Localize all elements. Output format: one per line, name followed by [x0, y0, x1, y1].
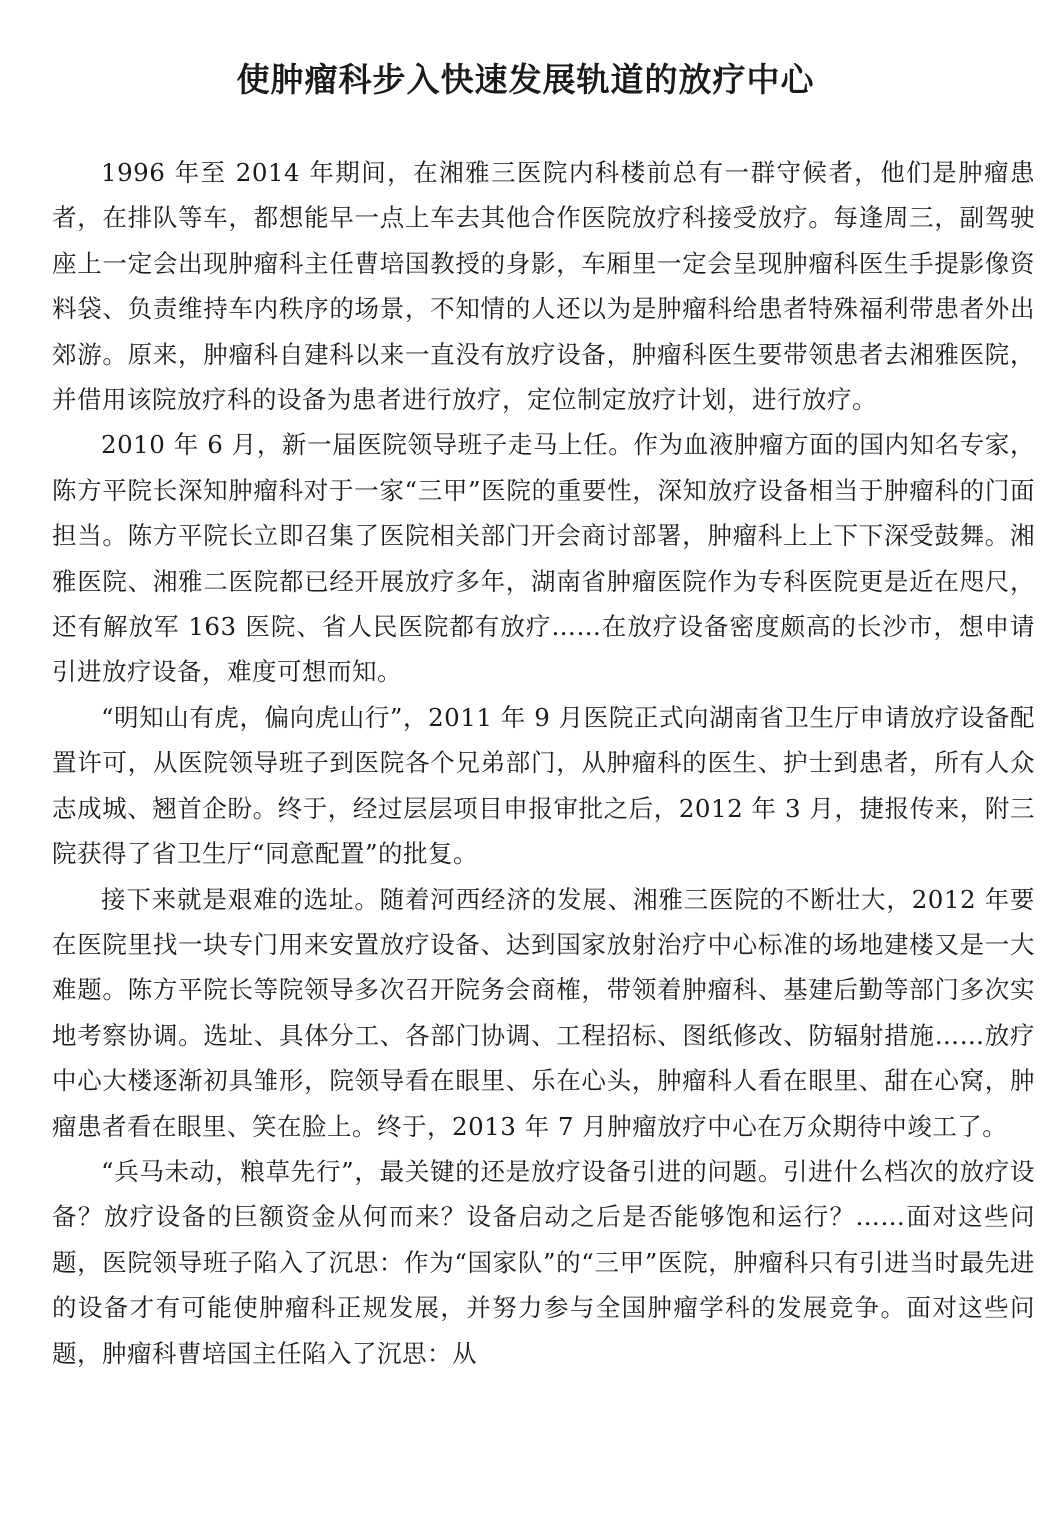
paragraph-5: “兵马未动，粮草先行”，最关键的还是放疗设备引进的问题。引进什么档次的放疗设备？放疗设备的巨额资金从何而来？设备启动之后是否能够饱和运行？……面对这些问题，医院领导班子陷入了沉思：作为“国家队”的“三甲”医院，肿瘤科只有引进当时最先进的设备才有可能使肿瘤科正规发展，并努力参与全国肿瘤学科的发展竞争。面对这些问题，肿瘤科曹培国主任陷入了沉思：从: [52, 1156, 1035, 1368]
page-title: 使肿瘤科步入快速发展轨道的放疗中心: [236, 60, 815, 99]
paragraph-2: 2010 年 6 月，新一届医院领导班子走马上任。作为血液肿瘤方面的国内知名专家，陈方平院长深知肿瘤科对于一家“三甲”医院的重要性，深知放疗设备相当于肿瘤科的门面担当。陈方平院长立即召集了医院相关部门开会商讨部署，肿瘤科上上下下深受鼓舞。湘雅医院、湘雅二医院都已经开展放疗多年，湖南省肿瘤医院作为专科医院更是近在咫尺，还有解放军 163 医院、省人民医院都有放疗……在放疗设备密度颇高的长沙市，想申请引进放疗设备，难度可想而知。: [52, 430, 1035, 687]
paragraph-4: 接下来就是艰难的选址。随着河西经济的发展、湘雅三医院的不断壮大，2012 年要在医院里找一块专门用来安置放疗设备、达到国家放射治疗中心标准的场地建楼又是一大难题。陈方平院长等院领导多次召开院务会商榷，带领着肿瘤科、基建后勤等部门多次实地考察协调。选址、具体分工、各部门协调、工程招标、图纸修改、防辐射措施……放疗中心大楼逐渐初具雏形，院领导看在眼里、乐在心头，肿瘤科人看在眼里、甜在心窝，肿瘤患者看在眼里、笑在脸上。终于，2013 年 7 月肿瘤放疗中心在万众期待中竣工了。: [52, 884, 1035, 1141]
paragraph-3: “明知山有虎，偏向虎山行”，2011 年 9 月医院正式向湖南省卫生厅申请放疗设备配置许可，从医院领导班子到医院各个兄弟部门，从肿瘤科的医生、护士到患者，所有人众志成城、翘首企盼。终于，经过层层项目申报审批之后，2012 年 3 月，捷报传来，附三院获得了省卫生厅“同意配置”的批复。: [52, 702, 1035, 869]
article-body: [52, 150, 1035, 1376]
paragraph-1: 1996 年至 2014 年期间，在湘雅三医院内科楼前总有一群守候者，他们是肿瘤患者，在排队等车，都想能早一点上车去其他合作医院放疗科接受放疗。每逢周三，副驾驶座上一定会出现肿瘤科主任曹培国教授的身影，车厢里一定会呈现肿瘤科医生手提影像资料袋、负责维持车内秩序的场景，不知情的人还以为是肿瘤科给患者特殊福利带患者外出郊游。原来，肿瘤科自建科以来一直没有放疗设备，肿瘤科医生要带领患者去湘雅医院，并借用该院放疗科的设备为患者进行放疗，定位制定放疗计划，进行放疗。: [52, 158, 1035, 415]
